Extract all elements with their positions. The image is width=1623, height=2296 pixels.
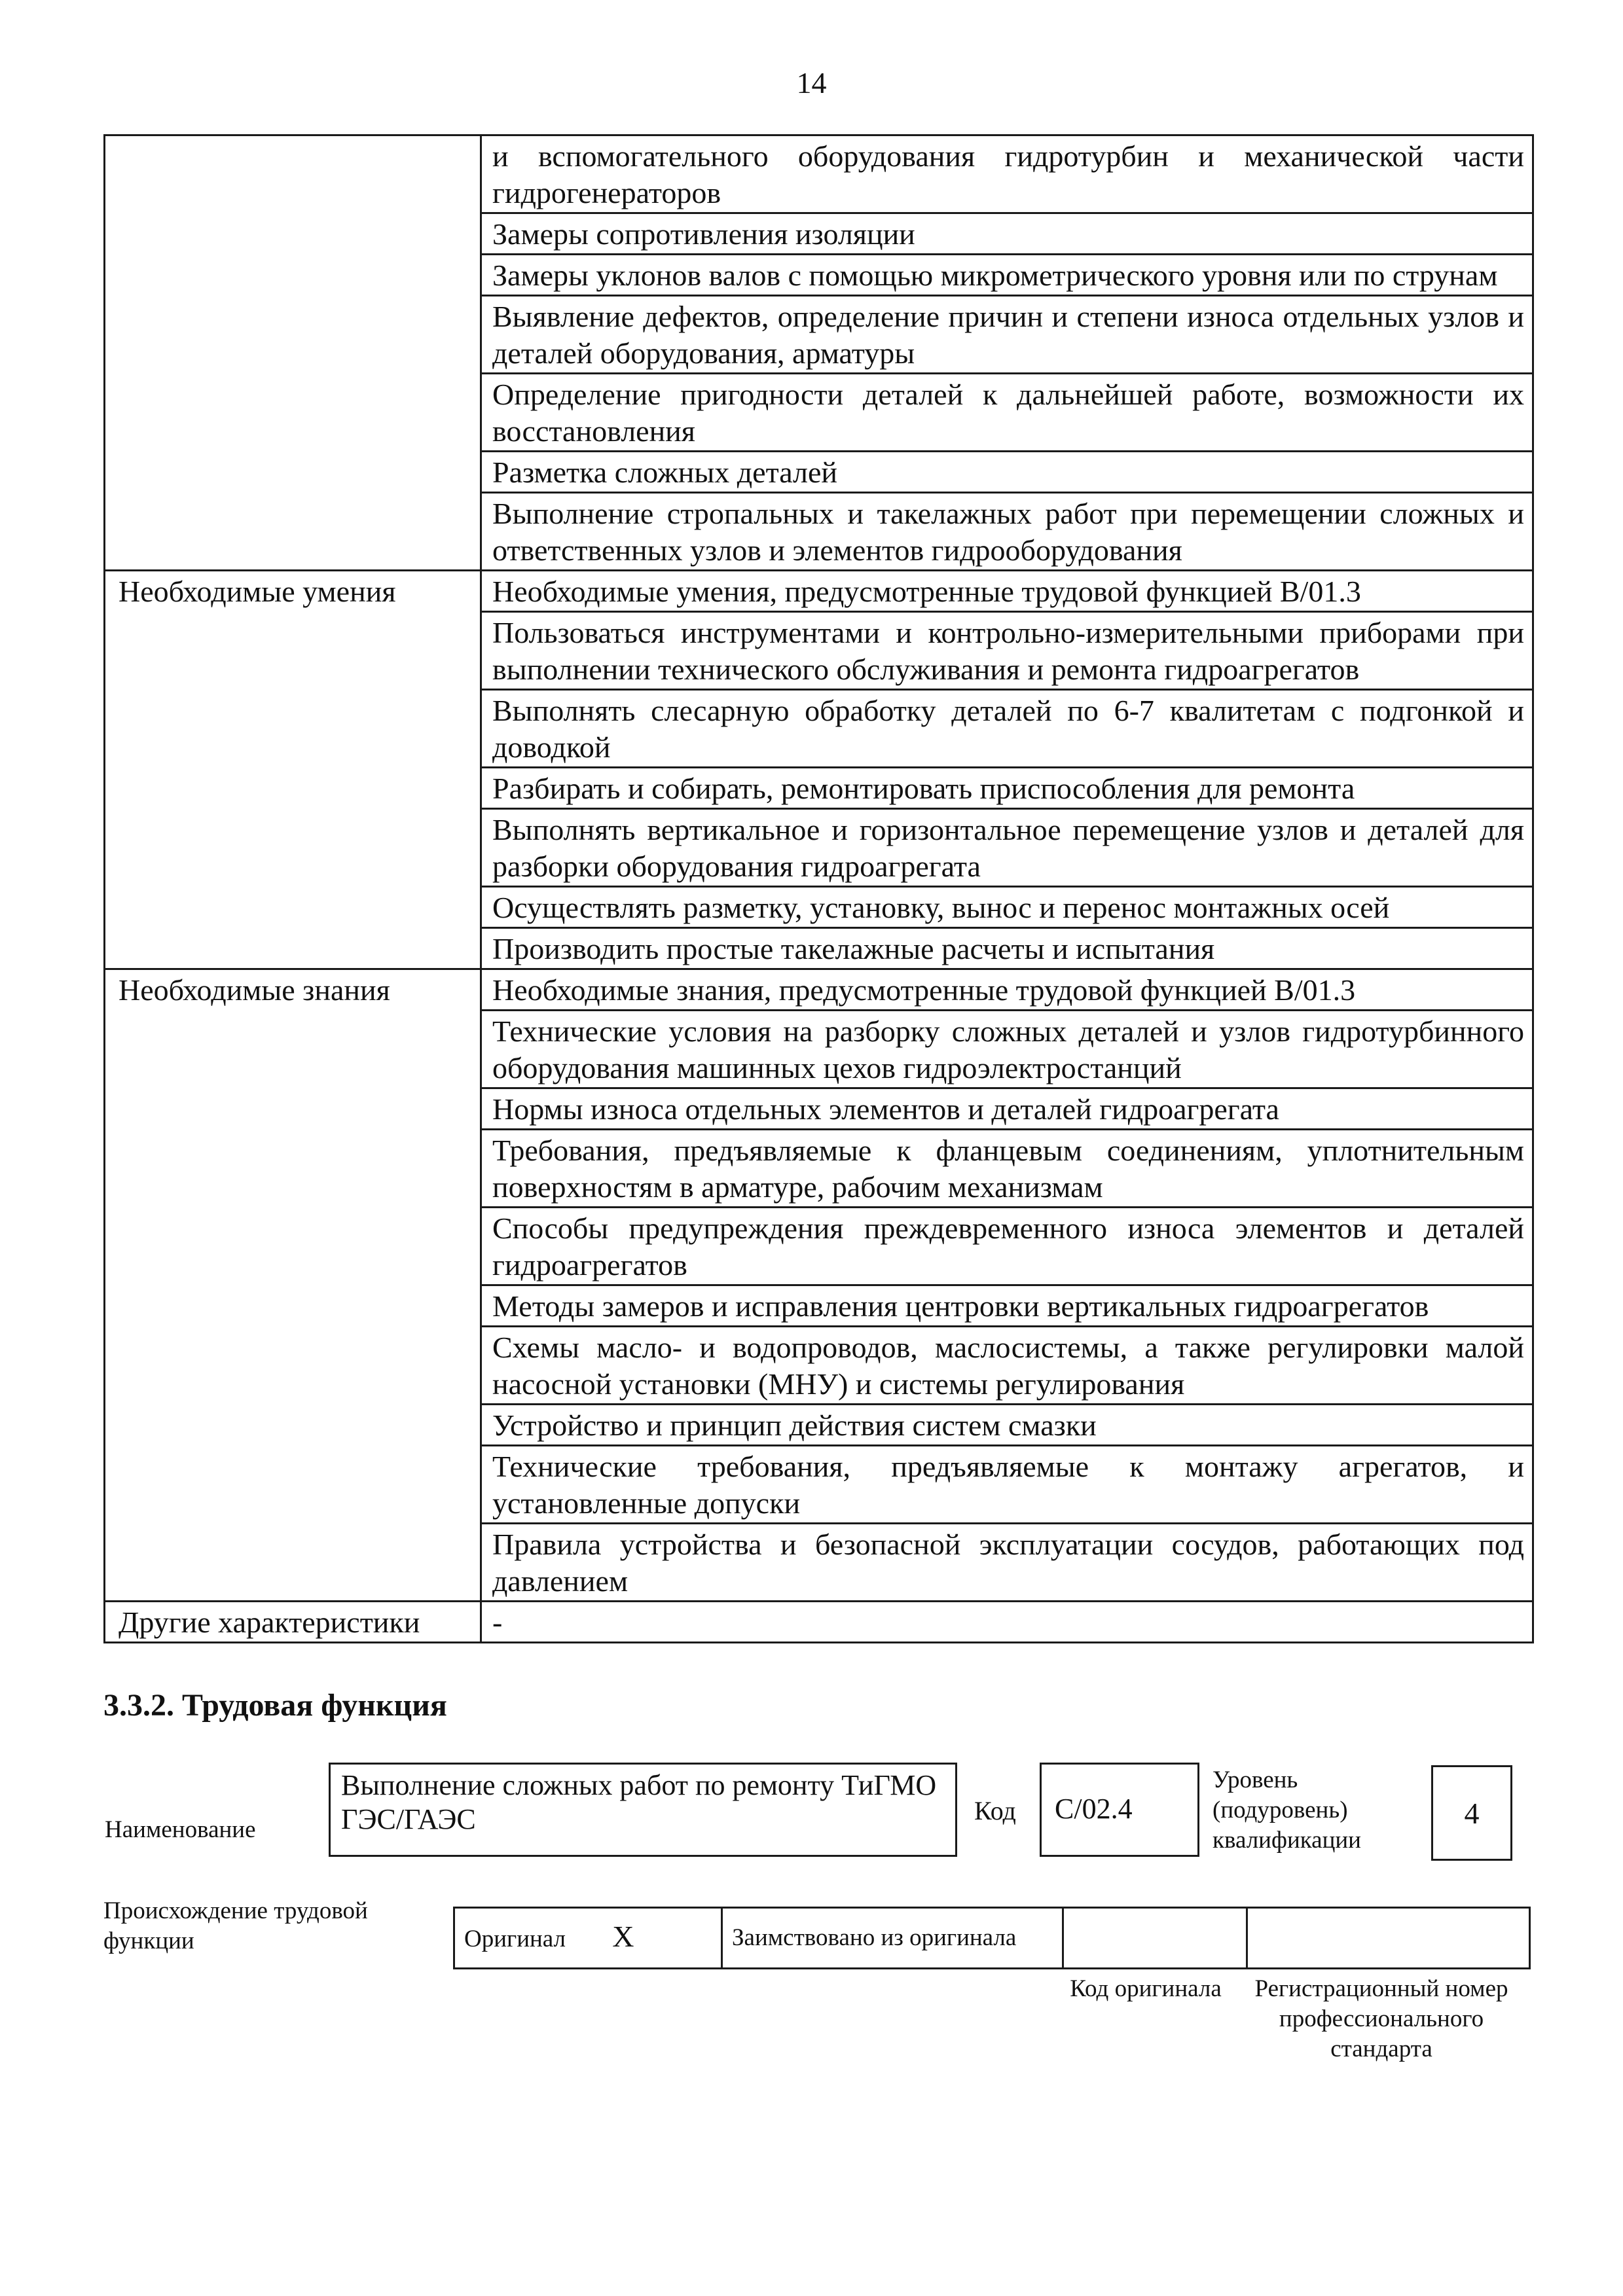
original-label: Оригинал <box>464 1926 566 1952</box>
row-value: Схемы масло- и водопроводов, маслосистемы, а также регулировки малой насосной установки (МНУ) и системы регулирования <box>481 1327 1533 1405</box>
table-row <box>105 1602 1533 1643</box>
name-value-box <box>329 1763 957 1857</box>
row-value: Пользоваться инструментами и контрольно-измерительными приборами при выполнении технического обслуживания и ремонта гидроагрегатов <box>481 612 1533 690</box>
row-value: - <box>481 1602 1533 1643</box>
row-label: Необходимые знания <box>105 969 481 1602</box>
row-value: Осуществлять разметку, установку, вынос и перенос монтажных осей <box>481 887 1533 928</box>
row-value: Замеры уклонов валов с помощью микрометрического уровня или по струнам <box>481 255 1533 296</box>
row-value: Определение пригодности деталей к дальнейшей работе, возможности их восстановления <box>481 374 1533 452</box>
row-value: Замеры сопротивления изоляции <box>481 213 1533 255</box>
row-value: Необходимые знания, предусмотренные трудовой функцией В/01.3 <box>481 969 1533 1011</box>
code-value-box <box>1040 1763 1199 1857</box>
origin-label: Происхождение трудовой функции <box>103 1897 368 1954</box>
row-value: Нормы износа отдельных элементов и деталей гидроагрегата <box>481 1088 1533 1130</box>
page-number: 14 <box>796 66 827 99</box>
name-value: Выполнение сложных работ по ремонту ТиГМО ГЭС/ГАЭС <box>341 1769 937 1835</box>
row-value: и вспомогательного оборудования гидротурбин и механической части гидрогенераторов <box>481 135 1533 213</box>
table-row <box>105 135 1533 213</box>
row-value: Производить простые такелажные расчеты и испытания <box>481 928 1533 969</box>
row-value: Выявление дефектов, определение причин и степени износа отдельных узлов и деталей оборудования, арматуры <box>481 296 1533 374</box>
row-value: Требования, предъявляемые к фланцевым соединениям, уплотнительным поверхностям в арматуре, рабочим механизмам <box>481 1130 1533 1208</box>
borrowed-label: Заимствовано из оригинала <box>732 1924 1017 1951</box>
row-value: Разметка сложных деталей <box>481 452 1533 493</box>
borrowed-cell <box>722 1908 1063 1969</box>
row-value: Технические требования, предъявляемые к монтажу агрегатов, и установленные допуски <box>481 1446 1533 1524</box>
row-value: Методы замеров и исправления центровки вертикальных гидроагрегатов <box>481 1285 1533 1327</box>
row-label: Другие характеристики <box>105 1602 481 1643</box>
row-label: Необходимые умения <box>105 571 481 969</box>
row-value: Способы предупреждения преждевременного износа элементов и деталей гидроагрегатов <box>481 1208 1533 1285</box>
level-value: 4 <box>1464 1797 1480 1830</box>
row-value: Правила устройства и безопасной эксплуатации сосудов, работающих под давлением <box>481 1524 1533 1602</box>
origin-original-cell <box>454 1908 722 1969</box>
code-original-caption: Код оригинала <box>1070 1975 1222 2002</box>
level-label: Уровень (подуровень) квалификации <box>1213 1767 1361 1854</box>
requirements-table <box>103 134 1534 1643</box>
row-value: Разбирать и собирать, ремонтировать приспособления для ремонта <box>481 768 1533 809</box>
row-value: Устройство и принцип действия систем смазки <box>481 1405 1533 1446</box>
original-mark: Х <box>612 1920 634 1953</box>
reg-number-caption: Регистрационный номер профессионального стандарта <box>1254 1975 1508 2062</box>
table-row <box>105 969 1533 1011</box>
row-value: Технические условия на разборку сложных деталей и узлов гидротурбинного оборудования машинных цехов гидроэлектростанций <box>481 1011 1533 1088</box>
origin-table <box>453 1907 1531 1969</box>
code-label: Код <box>974 1796 1016 1825</box>
reg-number-cell <box>1247 1908 1530 1969</box>
code-value: С/02.4 <box>1055 1793 1133 1825</box>
name-label: Наименование <box>105 1816 256 1843</box>
section-title: 3.3.2. Трудовая функция <box>103 1688 447 1723</box>
table-row <box>105 571 1533 612</box>
row-value: Выполнять вертикальное и горизонтальное перемещение узлов и деталей для разборки оборудования гидроагрегата <box>481 809 1533 887</box>
level-value-box <box>1431 1765 1512 1861</box>
row-value: Выполнение стропальных и такелажных работ при перемещении сложных и ответственных узлов и элементов гидрооборудования <box>481 493 1533 571</box>
code-original-cell <box>1063 1908 1247 1969</box>
row-value: Выполнять слесарную обработку деталей по 6-7 квалитетам с подгонкой и доводкой <box>481 690 1533 768</box>
row-label <box>105 135 481 571</box>
row-value: Необходимые умения, предусмотренные трудовой функцией В/01.3 <box>481 571 1533 612</box>
